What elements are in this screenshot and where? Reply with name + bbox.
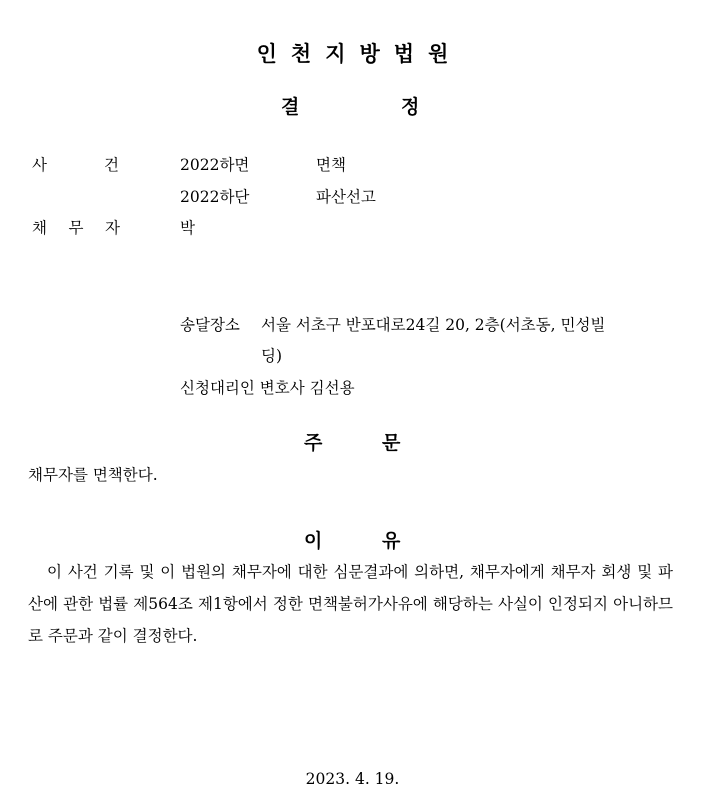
delivery-address-line-2: 딩) [261, 347, 283, 365]
case-number-1: 2022하면 [180, 156, 250, 174]
case-title-2: 파산선고 [316, 188, 376, 206]
debtor-label-char-3: 자 [105, 219, 120, 237]
document-type-first-char: 결 [281, 96, 300, 118]
reason-heading-second-char: 유 [382, 530, 401, 552]
case-title-1: 면책 [316, 156, 346, 174]
case-label-char-2: 건 [104, 156, 119, 174]
delivery-label: 송달장소 [180, 316, 240, 334]
court-name: 인천지방법원 [256, 42, 463, 66]
case-number-2: 2022하단 [180, 188, 250, 206]
debtor-label-char-2: 무 [68, 219, 84, 237]
order-text: 채무자를 면책한다. [28, 466, 158, 484]
case-label-char-1: 사 [32, 156, 47, 174]
decision-date: 2023. 4. 19. [305, 770, 400, 788]
debtor-name: 박 [180, 219, 195, 237]
debtor-label-char-1: 채 [32, 219, 47, 237]
reason-heading-first-char: 이 [304, 530, 323, 552]
delivery-address-line-1: 서울 서초구 반포대로24길 20, 2층(서초동, 민성빌 [261, 316, 606, 334]
order-heading-second-char: 문 [382, 432, 401, 454]
order-heading-first-char: 주 [304, 432, 323, 454]
document-type-second-char: 정 [401, 96, 420, 118]
reason-text: 이 사건 기록 및 이 법원의 채무자에 대한 심문결과에 의하면, 채무자에게 채무자 회생 및 파산에 관한 법률 제564조 제1항에서 정한 면책불허가사유에 해당하는 사실이 인정되지 아니하므로 주문과 같이 결정한다. [28, 563, 673, 645]
applicant-agent: 신청대리인 변호사 김선용 [180, 379, 355, 397]
debtor-label [32, 216, 120, 238]
